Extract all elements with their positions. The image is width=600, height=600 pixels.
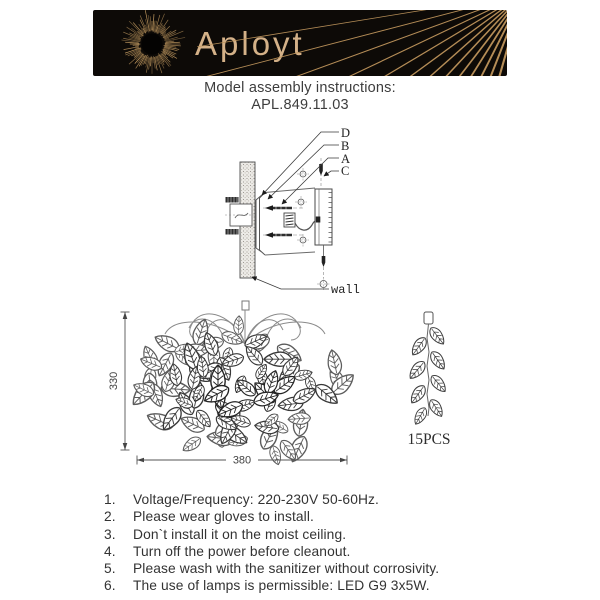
instruction-text: Please wash with the sanitizer without corrosivity. <box>133 561 440 577</box>
width-dimension <box>137 453 347 467</box>
instruction-list <box>104 491 524 595</box>
top-screw <box>297 158 323 188</box>
junction-box <box>225 204 257 226</box>
instruction-number: 6. <box>104 578 116 594</box>
fixture-backplate <box>315 189 332 245</box>
instruction-text: Don`t install it on the moist ceiling. <box>133 526 347 542</box>
height-dimension <box>108 312 130 450</box>
instruction-text: Please wear gloves to install. <box>133 509 314 525</box>
strand-count-label: 15PCS <box>407 431 451 448</box>
leaf-strand-drawing <box>406 312 449 427</box>
instruction-item <box>104 543 524 560</box>
brand-banner <box>93 10 507 76</box>
page-title: Model assembly instructions: <box>204 80 396 96</box>
sunburst-center <box>142 34 163 55</box>
instruction-text: Turn off the power before cleanout. <box>133 543 351 559</box>
bottom-screw <box>317 245 330 291</box>
instruction-number: 3. <box>104 526 116 542</box>
instruction-item <box>104 560 524 577</box>
brand-wordmark: Aployt <box>195 25 305 62</box>
width-value: 380 <box>232 454 252 467</box>
title-block <box>0 80 600 114</box>
instruction-text: Voltage/Frequency: 220-230V 50-60Hz. <box>133 492 379 507</box>
wire <box>295 221 318 230</box>
instruction-number: 5. <box>104 561 116 577</box>
instruction-item <box>104 577 524 594</box>
part-label-b: B <box>341 139 350 153</box>
part-label-d: D <box>341 126 351 140</box>
height-value: 330 <box>108 371 120 391</box>
instruction-text: The use of lamps is permissible: LED G9 3x5W. <box>133 578 430 594</box>
terminal-block <box>284 213 295 227</box>
assembly-diagram <box>225 118 395 303</box>
fixture-branches <box>165 301 325 346</box>
part-label-c: C <box>341 164 350 178</box>
instruction-number: 2. <box>104 509 116 525</box>
model-number: APL.849.11.03 <box>251 97 349 113</box>
instruction-number: 4. <box>104 543 116 559</box>
instruction-number: 1. <box>104 492 116 507</box>
wall-label: wall <box>331 283 360 297</box>
instruction-item <box>104 508 524 525</box>
part-label-a: A <box>341 152 351 166</box>
instruction-item <box>104 491 524 508</box>
dimension-drawing <box>103 296 373 474</box>
instruction-item <box>104 526 524 543</box>
leaf-strand-part <box>383 308 483 453</box>
